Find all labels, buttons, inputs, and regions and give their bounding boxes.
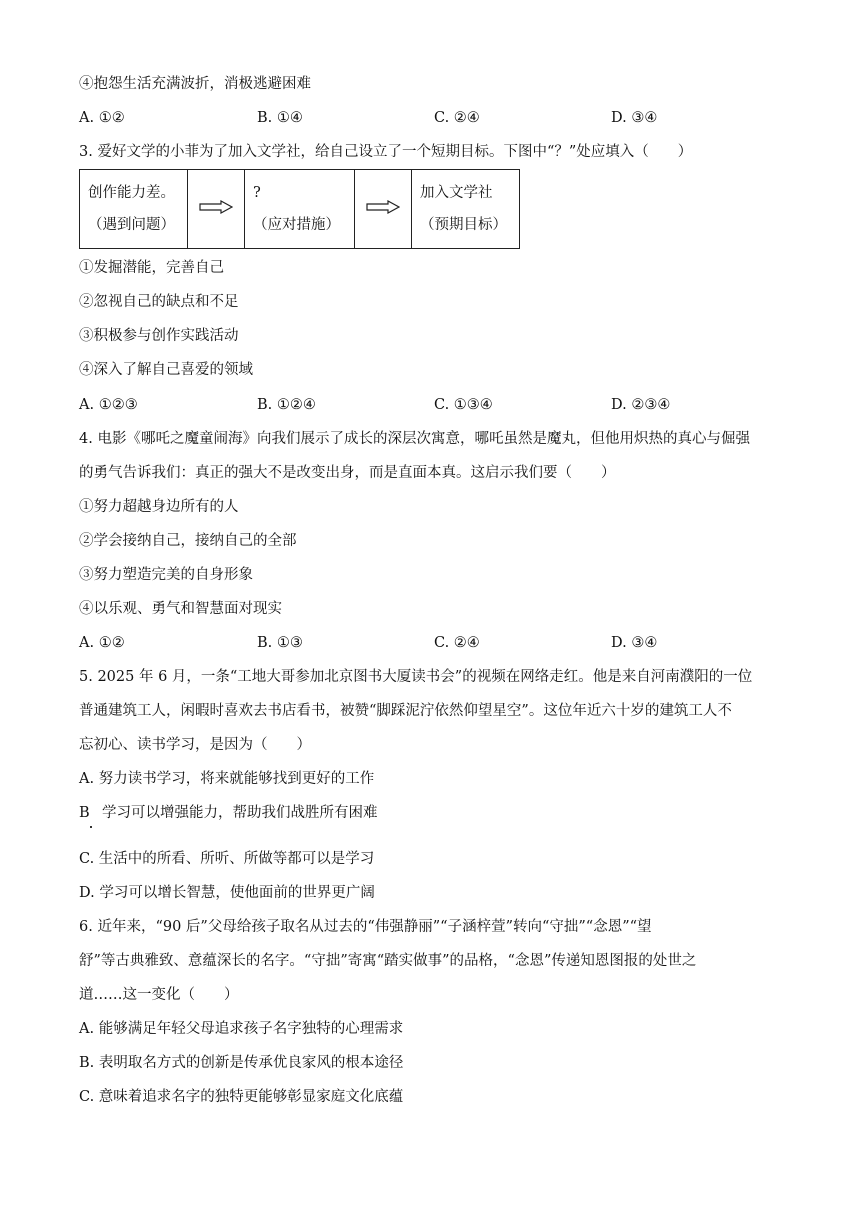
flow-box-problem (80, 170, 188, 249)
q5-stem-line2: 普通建筑工人，闲暇时喜欢去书店看书，被赞“脚踩泥泞依然仰望星空”。这位年近六十岁的建筑工人不 (79, 703, 732, 719)
q6-option-b: B. 表明取名方式的创新是传承优良家风的根本途径 (79, 1055, 404, 1071)
q6-option-a: A. 能够满足年轻父母追求孩子名字独特的心理需求 (79, 1021, 404, 1037)
q5-option-a: A. 努力读书学习，将来就能够找到更好的工作 (79, 771, 375, 787)
q4-option-c: C. ②④ (434, 635, 480, 651)
q3-item-3: ③积极参与创作实践活动 (79, 328, 239, 344)
q6-stem-line1: 6. 近年来，“90 后”父母给孩子取名从过去的“伟强静丽”“子涵梓萱”转向“守拙”“念恩”“望 (79, 919, 652, 935)
q2-option-b: B. ①④ (257, 110, 303, 126)
flow-box-measure-line1: ? (253, 185, 261, 201)
q5-option-b-dot (90, 826, 92, 828)
flow-box-problem-line1: 创作能力差。 (88, 185, 175, 201)
flow-box-problem-line2: （遇到问题） (88, 217, 175, 233)
q3-item-4: ④深入了解自己喜爱的领域 (79, 362, 253, 378)
q3-item-1: ①发掘潜能，完善自己 (79, 260, 224, 276)
q4-option-d: D. ③④ (611, 635, 658, 651)
q4-stem-line1: 4. 电影《哪吒之魔童闹海》向我们展示了成长的深层次寓意，哪吒虽然是魔丸，但他用炽热的真心与倔强 (79, 431, 750, 447)
flow-box-measure (245, 170, 355, 249)
q2-option-d: D. ③④ (611, 110, 658, 126)
flow-box-goal-line1: 加入文学社 (420, 185, 493, 201)
q3-stem: 3. 爱好文学的小菲为了加入文学社，给自己设立了一个短期目标。下图中“？”处应填入（ ） (79, 144, 693, 160)
q4-option-a: A. ①② (79, 635, 125, 651)
q3-flow-diagram (79, 169, 520, 249)
q2-item-4: ④抱怨生活充满波折，消极逃避困难 (79, 76, 311, 92)
q3-option-b: B. ①②④ (257, 397, 316, 413)
q6-option-c: C. 意味着追求名字的独特更能够彰显家庭文化底蕴 (79, 1089, 404, 1105)
q3-option-c: C. ①③④ (434, 397, 493, 413)
right-arrow-icon (199, 200, 233, 214)
q2-option-c: C. ②④ (434, 110, 480, 126)
q3-item-2: ②忽视自己的缺点和不足 (79, 294, 239, 310)
q4-stem-line2: 的勇气告诉我们：真正的强大不是改变出身，而是直面本真。这启示我们要（ ） (79, 465, 616, 481)
q4-item-3: ③努力塑造完美的自身形象 (79, 567, 253, 583)
q4-item-2: ②学会接纳自己，接纳自己的全部 (79, 533, 297, 549)
q5-option-b-letter: B (79, 805, 90, 821)
flow-box-goal (412, 170, 520, 249)
q6-stem-line2: 舒”等古典雅致、意蕴深长的名字。“守拙”寄寓“踏实做事”的品格，“念恩”传递知恩图报的处世之 (79, 953, 697, 969)
right-arrow-icon (366, 200, 400, 214)
q5-option-d: D. 学习可以增长智慧，使他面前的世界更广阔 (79, 885, 375, 901)
q4-option-b: B. ①③ (257, 635, 303, 651)
q6-stem-line3: 道……这一变化（ ） (79, 987, 239, 1003)
q5-option-b-text: 学习可以增强能力，帮助我们战胜所有困难 (102, 805, 378, 821)
flow-box-goal-line2: （预期目标） (420, 217, 507, 233)
q4-item-4: ④以乐观、勇气和智慧面对现实 (79, 601, 282, 617)
q5-stem-line3: 忘初心、读书学习，是因为（ ） (79, 737, 311, 753)
q3-option-d: D. ②③④ (611, 397, 671, 413)
q4-item-1: ①努力超越身边所有的人 (79, 499, 239, 515)
q2-option-a: A. ①② (79, 110, 125, 126)
q3-option-a: A. ①②③ (79, 397, 138, 413)
q5-option-c: C. 生活中的所看、所听、所做等都可以是学习 (79, 851, 375, 867)
q5-stem-line1: 5. 2025 年 6 月，一条“工地大哥参加北京图书大厦读书会”的视频在网络走红。他是来自河南濮阳的一位 (79, 669, 753, 685)
flow-arrow-1 (188, 170, 245, 249)
flow-box-measure-line2: （应对措施） (253, 217, 340, 233)
flow-arrow-2 (355, 170, 412, 249)
